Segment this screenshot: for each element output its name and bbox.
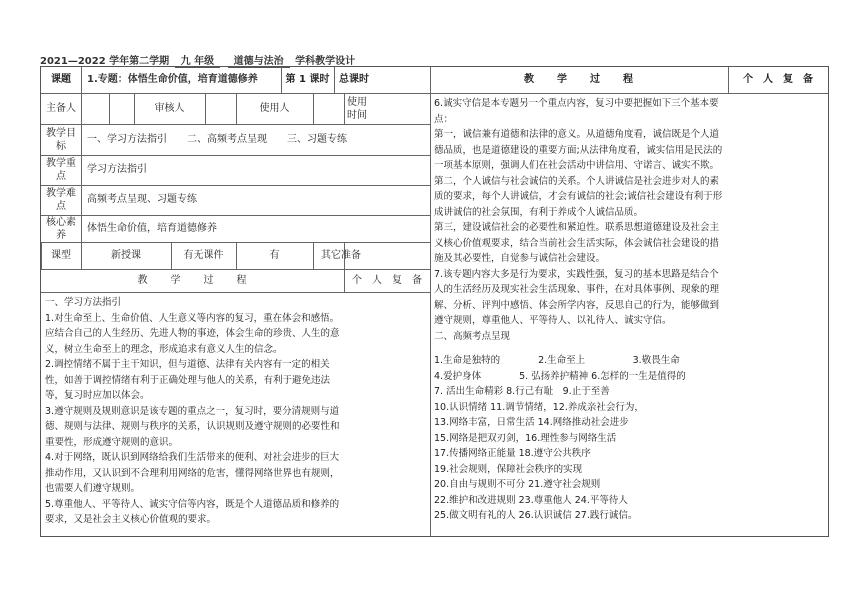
content-paragraph: 第二，个人诚信与社会诚信的关系。个人讲诚信是社会进步对人的素质的要求，每个人讲诚信，才会有诚信的社会;诚信社会建设有利于形成讲诚信的社会氛围，有利于养成个人诚信品质。 bbox=[434, 175, 723, 218]
key-point-line: 19.社会规则，保障社会秩序的实现 bbox=[434, 463, 583, 475]
col-line bbox=[205, 93, 206, 124]
process-header: 教 学 过 程 bbox=[524, 74, 634, 85]
difficult-value: 高频考点呈现、习题专练 bbox=[87, 194, 197, 205]
lower-review-header: 个 人 复 备 bbox=[352, 274, 422, 286]
preparer-label: 主备人 bbox=[46, 102, 76, 114]
key-point-line: 25.做文明有礼的人 26.认识诚信 27.践行诚信。 bbox=[434, 510, 638, 521]
content-paragraph: 7.该专题内容大多是行为要求，实践性强，复习的基本思路是结合个人的生活经历及现实社会生活现象、事件，在对具体事例、现象的理解、分析、评判中感悟、体会所学内容，反思自己的行为，能够做到遵守规则，尊重他人、平等待人、以礼待人、诚实守信。 bbox=[434, 268, 720, 326]
content-paragraph: 4.对于网络，既认识到网络给我们生活带来的便利、对社会进步的巨大推动作用，又认识到不合理利用网络的危害，懂得网络世界也有规则，也需要人们遵守规则。 bbox=[45, 452, 340, 494]
reviewer-label: 审核人 bbox=[154, 102, 185, 114]
key-point-line: 13.网络丰富，日常生活 14.网络推动社会进步 bbox=[434, 417, 629, 428]
content-paragraph: 2.调控情绪不属于主干知识，但与道德、法律有关内容有一定的相关性，如善于调控情绪有利于正确处理与他人的关系，有利于避免违法等，复习时应加以体会。 bbox=[45, 359, 331, 401]
topic-label: 课题 bbox=[51, 74, 71, 85]
col-line bbox=[81, 67, 82, 269]
key-point-line: 22.维护和改进规则 23.尊重他人 24.平等待人 bbox=[434, 494, 628, 506]
goal-label: 教学目标 bbox=[46, 127, 76, 152]
col-line bbox=[109, 93, 110, 124]
key-point-line: 4.爱护身体 5. 弘扬养护精神 6.怎样的一生是值得的 bbox=[434, 370, 686, 382]
goal-value: 一、学习方法指引 二、高频考点呈现 三、习题专练 bbox=[87, 133, 347, 145]
key-point-line: 20.自由与规则不可分 21.遵守社会规则 bbox=[434, 479, 601, 490]
header-grade: 九 年级 bbox=[175, 52, 220, 68]
courseware-value: 有 bbox=[269, 249, 280, 261]
review-header: 个 人 复 备 bbox=[743, 74, 813, 85]
content-paragraph: 3.遵守规则及规则意识是该专题的重点之一，复习时，要分清规则与道德、规则与法律、规则与秩序的关系，认识规则及遵守规则的必要性和重要性，形成遵守规则的意识。 bbox=[45, 405, 340, 448]
type-value: 新授课 bbox=[111, 249, 141, 261]
other-prep-label: 其它准备 bbox=[321, 249, 361, 261]
col-line bbox=[313, 93, 314, 124]
courseware-label: 有无课件 bbox=[183, 249, 224, 261]
header-subject: 道德与法治 bbox=[228, 52, 290, 68]
content-paragraph: 第一，诚信兼有道德和法律的意义。从道德角度看，诚信既是个人道德品质，也是道德建设的重要方面;从法律角度看，诚实信用是民法的一项基本原则，强调人们在社会活动中讲信用、守诺言、诚实不欺。 bbox=[434, 129, 723, 171]
row-line bbox=[41, 292, 430, 293]
key-point-line: 10.认识情绪 11.调节情绪，12.养成亲社会行为， bbox=[434, 401, 644, 413]
content-paragraph: 5.尊重他人、平等待人、诚实守信等内容，既是个人道德品质和修养的要求，又是社会主义核心价值观的要求。 bbox=[45, 498, 340, 525]
left-body-content bbox=[45, 295, 345, 528]
use-time-label: 使用时间 bbox=[347, 96, 367, 121]
right-body-content bbox=[434, 96, 726, 344]
key-point-line: 17.传播网络正能量 18.遵守公共秩序 bbox=[434, 448, 591, 459]
content-paragraph: 6.诚实守信是本专题另一个重点内容，复习中要把握如下三个基本要点： bbox=[434, 98, 719, 125]
key-value: 学习方法指引 bbox=[87, 164, 147, 175]
content-paragraph: 1.对生命至上、生命价值、人生意义等内容的复习，重在体会和感悟。应结合自己的人生经历、先进人物的事迹，体会生命的珍贵、人生的意义，树立生命至上的理念，形成追求有意义人生的信念。 bbox=[45, 312, 340, 355]
lower-process-header: 教 学 过 程 bbox=[137, 274, 248, 286]
content-paragraph: 第三，建设诚信社会的必要性和紧迫性。联系思想道德建设及社会主义核心价值观要求，结合当前社会生活实际，体会诚信社会建设的措施及其必要性，自觉参与诚信社会建设。 bbox=[434, 222, 720, 264]
content-paragraph: 一、学习方法指引 bbox=[45, 297, 122, 308]
core-label: 核心素养 bbox=[46, 216, 76, 241]
lesson-plan-table bbox=[40, 66, 829, 537]
difficult-label: 教学难点 bbox=[46, 188, 76, 212]
period-label: 第 1 课时 bbox=[285, 74, 330, 85]
key-points-list bbox=[434, 353, 726, 524]
header-semester: 学年第二学期 bbox=[109, 56, 170, 67]
key-point-line: 7. 活出生命精彩 8.行己有耻 9.止于至善 bbox=[434, 386, 610, 397]
key-point-line: 1.生命是独特的 2.生命至上 3.敬畏生命 bbox=[434, 355, 680, 366]
user-label: 使用人 bbox=[259, 102, 290, 114]
key-label: 教学重点 bbox=[46, 158, 76, 182]
header-year: 2021—2022 bbox=[40, 56, 106, 67]
total-periods-label: 总课时 bbox=[339, 74, 369, 85]
content-paragraph: 二、高频考点呈现 bbox=[434, 330, 511, 342]
header-design: 学科教学设计 bbox=[295, 56, 356, 67]
key-point-line: 15.网络是把双刃剑，16.理性参与网络生活 bbox=[434, 432, 617, 444]
right-head-line bbox=[430, 93, 828, 94]
main-divider bbox=[430, 67, 431, 536]
topic-value: 1.专题：体悟生命价值，培育道德修养 bbox=[87, 74, 258, 85]
type-label: 课型 bbox=[51, 249, 71, 261]
core-value: 体悟生命价值，培育道德修养 bbox=[87, 222, 217, 234]
